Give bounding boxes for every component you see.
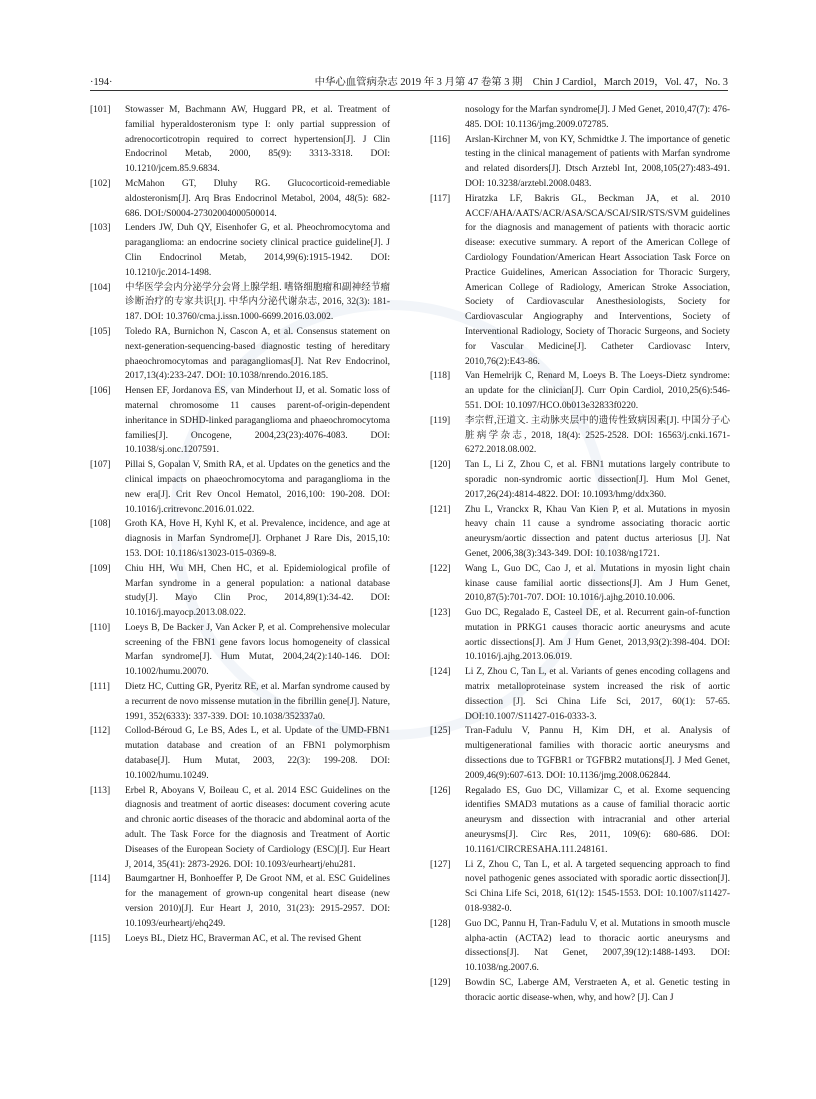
- reference-text: Hiratzka LF, Bakris GL, Beckman JA, et al. 2010 ACCF/AHA/AATS/ACR/ASA/SCA/SCAI/SIR/STS/SVM guidelines for the diagnosis and management of patients with thoracic aortic disease: executive summary. A report of the American College of Cardiology Foundation/American Heart Association Task Force on Practice Guidelines, American Association for Thoracic Surgery, American College of Radiology, American Stroke Association, Society of Cardiovascular Anesthesiologists, Society for Cardiovascular Angiography and Interventions, Society of Interventional Radiology, Society of Thoracic Surgeons, and Society for Vascular Medicine[J]. Catheter Cardiovasc Interv, 2010,76(2):E43-86.: [465, 193, 730, 367]
- reference-number: [430, 103, 465, 133]
- reference-item: [90, 517, 390, 561]
- reference-item: [90, 872, 390, 931]
- reference-item: [90, 384, 390, 458]
- reference-number: [105]: [90, 326, 111, 337]
- reference-text: Regalado ES, Guo DC, Villamizar C, et al. Exome sequencing identifies SMAD3 mutations as a cause of familial thoracic aortic aneurysm and dissection with intracranial and other arterial aneurysms[J]. Circ Res, 2011, 109(6): 680-686. DOI: 10.1161/CIRCRESAHA.111.248161.: [465, 785, 730, 855]
- reference-number: [116]: [430, 134, 451, 145]
- reference-item: [90, 621, 390, 680]
- reference-number: [128]: [430, 918, 451, 929]
- reference-number: [103]: [90, 223, 111, 234]
- reference-item: [430, 414, 730, 458]
- reference-text: Toledo RA, Burnichon N, Cascon A, et al. Consensus statement on next-generation-sequencing-based diagnostic testing of hereditary phaeochromocytomas and paragangliomas[J]. Nat Rev Endocrinol, 2017,13(4):233-247. DOI: 10.1038/nrendo.2016.185.: [125, 326, 390, 382]
- header-rule: [90, 90, 728, 91]
- reference-item: [430, 858, 730, 917]
- reference-number: [106]: [90, 386, 111, 397]
- reference-text: Collod-Béroud G, Le BS, Ades L, et al. Update of the UMD-FBN1 mutation database and creation of an FBN1 polymorphism database[J]. Hum Mutat, 2003, 22(3): 199-208. DOI: 10.1002/humu.10249.: [125, 726, 390, 781]
- reference-column-left: [90, 103, 390, 946]
- reference-text: Guo DC, Pannu H, Tran-Fadulu V, et al. Mutations in smooth muscle alpha-actin (ACTA2) lead to thoracic aortic aneurysms and dissections[J]. Nat Genet, 2007,39(12):1488-1493. DOI: 10.1038/ng.2007.6.: [465, 918, 730, 974]
- reference-item: [90, 458, 390, 517]
- reference-number: [109]: [90, 563, 111, 574]
- reference-item: [90, 680, 390, 724]
- reference-number: [129]: [430, 978, 451, 989]
- reference-number: [118]: [430, 371, 451, 382]
- reference-text: Loeys B, De Backer J, Van Acker P, et al. Comprehensive molecular screening of the FBN1 gene favors locus homogeneity of classical Marfan syndrome[J]. Hum Mutat, 2004,24(2):140-146. DOI: 10.1002/humu.20070.: [125, 622, 390, 678]
- reference-number: [107]: [90, 460, 111, 471]
- reference-text: Stowasser M, Bachmann AW, Huggard PR, et al. Treatment of familial hyperaldosteronism type I: only partial suppression of adrenocorticotropin required to correct hypertension[J]. J Clin Endocrinol Metab, 2000, 85(9): 3313-3318. DOI: 10.1210/jcem.85.9.6834.: [125, 105, 390, 175]
- reference-item: [90, 562, 390, 621]
- reference-item: [430, 976, 730, 1006]
- reference-number: [115]: [90, 933, 111, 944]
- reference-item: [90, 784, 390, 873]
- reference-text: Loeys BL, Dietz HC, Braverman AC, et al. The revised Ghent: [125, 933, 362, 944]
- reference-text: Wang L, Guo DC, Cao J, et al. Mutations in myosin light chain kinase cause familial aortic dissections[J]. Am J Hum Genet, 2010,87(5):701-707. DOI: 10.1016/j.ajhg.2010.10.006.: [465, 563, 730, 604]
- reference-text: Erbel R, Aboyans V, Boileau C, et al. 2014 ESC Guidelines on the diagnosis and treatment of aortic diseases: document covering acute and chronic aortic diseases of the thoracic and abdominal aorta of the adult. The Task Force for the diagnosis and Treatment of Aortic Diseases of the European Society of Cardiology (ESC)[J]. Eur Heart J, 2014, 35(41): 2873-2926. DOI: 10.1093/eurheartj/ehu281.: [125, 785, 390, 870]
- page-header: [90, 70, 728, 88]
- reference-item: [90, 221, 390, 280]
- reference-text: 中华医学会内分泌学分会肾上腺学组. 嗜铬细胞瘤和副神经节瘤诊断治疗的专家共识[J]. 中华内分泌代谢杂志, 2016, 32(3): 181-187. DOI: 10.3760/cma.j.issn.1000-6699.2016.03.002.: [125, 282, 390, 323]
- reference-text: Lenders JW, Duh QY, Eisenhofer G, et al. Pheochromocytoma and paraganglioma: an endocrine society clinical practice guideline[J]. J Clin Endocrinol Metab, 2014,99(6):1915-1942. DOI: 10.1210/jc.2014-1498.: [125, 223, 390, 278]
- reference-text: Bowdin SC, Laberge AM, Verstraeten A, et al. Genetic testing in thoracic aortic disease-when, why, and how? [J]. Can J: [465, 978, 730, 1003]
- reference-text: Guo DC, Regalado E, Casteel DE, et al. Recurrent gain-of-function mutation in PRKG1 causes thoracic aortic aneurysms and acute aortic dissections[J]. Am J Hum Genet, 2013,93(2):398-404. DOI: 10.1016/j.ajhg.2013.06.019.: [465, 608, 730, 663]
- reference-item: [430, 665, 730, 724]
- reference-number: [123]: [430, 608, 451, 619]
- reference-number: [119]: [430, 415, 451, 426]
- reference-item: [430, 724, 730, 783]
- reference-number: [111]: [90, 682, 110, 693]
- page-number: ·194·: [90, 77, 113, 88]
- reference-number: [102]: [90, 178, 111, 189]
- reference-number: [125]: [430, 726, 451, 737]
- reference-text: Li Z, Zhou C, Tan L, et al. A targeted sequencing approach to find novel pathogenic genes associated with sporadic aortic dissection[J]. Sci China Life Sci, 2018, 61(12): 1545-1553. DOI: 10.1007/s11427-018-9382-0.: [465, 859, 730, 915]
- reference-item: [430, 133, 730, 192]
- reference-number: [124]: [430, 667, 451, 678]
- reference-number: [112]: [90, 726, 111, 737]
- reference-number: [108]: [90, 519, 111, 530]
- reference-item: [430, 784, 730, 858]
- reference-item: [90, 932, 390, 947]
- reference-number: [126]: [430, 785, 451, 796]
- reference-text: Tran-Fadulu V, Pannu H, Kim DH, et al. Analysis of multigenerational families with thoracic aortic aneurysms and dissections due to TGFBR1 or TGFBR2 mutations[J]. J Med Genet, 2009,46(9):607-613. DOI: 10.1136/jmg.2008.062844.: [465, 726, 730, 781]
- reference-text: Baumgartner H, Bonhoeffer P, De Groot NM, et al. ESC Guidelines for the management of grown-up congenital heart disease (new version 2010)[J]. Eur Heart J, 2010, 31(23): 2915-2957. DOI: 10.1093/eurheartj/ehq249.: [125, 874, 390, 929]
- reference-text: Van Hemelrijk C, Renard M, Loeys B. The Loeys-Dietz syndrome: an update for the clinician[J]. Curr Opin Cardiol, 2010,25(6):546-551. DOI: 10.1097/HCO.0b013e32833f0220.: [465, 371, 730, 411]
- reference-item: [430, 917, 730, 976]
- reference-number: [104]: [90, 282, 111, 293]
- reference-number: [121]: [430, 504, 451, 515]
- reference-text: 李宗哲,汪道文. 主动脉夹层中的遗传性致病因素[J]. 中国分子心脏病学杂志, 2018, 18(4): 2525-2528. DOI: 16563/j.cnki.1671-6272.2018.08.002.: [465, 415, 730, 456]
- reference-text: Zhu L, Vranckx R, Khau Van Kien P, et al. Mutations in myosin heavy chain 11 cause a syndrome associating thoracic aortic aneurysm/aortic dissection and patent ductus arteriosus [J]. Nat Genet, 2006,38(3):343-349. DOI: 10.1038/ng1721.: [465, 504, 730, 559]
- reference-text: Arslan-Kirchner M, von KY, Schmidtke J. The importance of genetic testing in the clinical management of patients with Marfan syndrome and related disorders[J]. Dtsch Arztebl Int, 2008,105(27):483-491. DOI: 10.3238/arztebl.2008.0483.: [465, 134, 730, 189]
- reference-item: [90, 724, 390, 783]
- reference-item: [430, 369, 730, 413]
- reference-text: Li Z, Zhou C, Tan L, et al. Variants of genes encoding collagens and matrix metalloproteinase system increased the risk of aortic dissection [J]. Sci China Life Sci, 2017, 60(1): 57-65. DOI:10.1007/S11427-016-0333-3.: [465, 667, 730, 722]
- reference-number: [122]: [430, 563, 451, 574]
- reference-item: [430, 192, 730, 370]
- reference-number: [127]: [430, 859, 451, 870]
- reference-text: Hensen EF, Jordanova ES, van Minderhout IJ, et al. Somatic loss of maternal chromosome 11 causes parent-of-origin-dependent inheritance in SDHD-linked paraganglioma and phaeochromocytoma families[J]. Oncogene, 2004,23(23):4076-4083. DOI: 10.1038/sj.onc.1207591.: [125, 386, 390, 456]
- reference-item: [430, 503, 730, 562]
- reference-text: Pillai S, Gopalan V, Smith RA, et al. Updates on the genetics and the clinical impacts on phaeochromocytoma and paraganglioma in the new era[J]. Crit Rev Oncol Hematol, 2016,100: 190-208. DOI: 10.1016/j.critrevonc.2016.01.022.: [125, 460, 390, 515]
- reference-item: [90, 325, 390, 384]
- reference-item: [430, 562, 730, 606]
- reference-text: Tan L, Li Z, Zhou C, et al. FBN1 mutations largely contribute to sporadic non-syndromic aortic dissection[J]. Hum Mol Genet, 2017,26(24):4814-4822. DOI: 10.1093/hmg/ddx360.: [465, 460, 730, 500]
- reference-number: [120]: [430, 460, 451, 471]
- reference-text: McMahon GT, Dluhy RG. Glucocorticoid-remediable aldosteronism[J]. Arq Bras Endocrinol Metabol, 2004, 48(5): 682-686. DOI:/S0004-27302004000500014.: [125, 178, 390, 219]
- reference-number: [101]: [90, 105, 111, 115]
- reference-number: [117]: [430, 193, 451, 204]
- reference-text: Dietz HC, Cutting GR, Pyeritz RE, et al. Marfan syndrome caused by a recurrent de novo missense mutation in the fibrillin gene[J]. Nature, 1991, 352(6333): 337-339. DOI: 10.1038/352337a0.: [125, 682, 390, 722]
- reference-text: Groth KA, Hove H, Kyhl K, et al. Prevalence, incidence, and age at diagnosis in Marfan Syndrome[J]. Orphanet J Rare Dis, 2015,10: 153. DOI: 10.1186/s13023-015-0369-8.: [125, 519, 390, 559]
- reference-column-right: [430, 103, 730, 1006]
- reference-text: Chiu HH, Wu MH, Chen HC, et al. Epidemiological profile of Marfan syndrome in a general population: a national database study[J]. Mayo Clin Proc, 2014,89(1):34-42. DOI: 10.1016/j.mayocp.2013.08.022.: [125, 563, 390, 619]
- reference-text: nosology for the Marfan syndrome[J]. J Med Genet, 2010,47(7): 476-485. DOI: 10.1136/jmg.2009.072785.: [465, 105, 730, 130]
- reference-item: [430, 103, 730, 133]
- reference-number: [114]: [90, 874, 111, 885]
- reference-number: [113]: [90, 785, 111, 796]
- reference-item: [90, 103, 390, 177]
- reference-number: [110]: [90, 622, 111, 633]
- reference-item: [90, 281, 390, 325]
- reference-item: [430, 458, 730, 502]
- reference-item: [90, 177, 390, 221]
- journal-info: 中华心血管病杂志 2019 年 3 月第 47 卷第 3 期 Chin J Cardiol，March 2019，Vol. 47，No. 3: [314, 77, 728, 88]
- reference-item: [430, 606, 730, 665]
